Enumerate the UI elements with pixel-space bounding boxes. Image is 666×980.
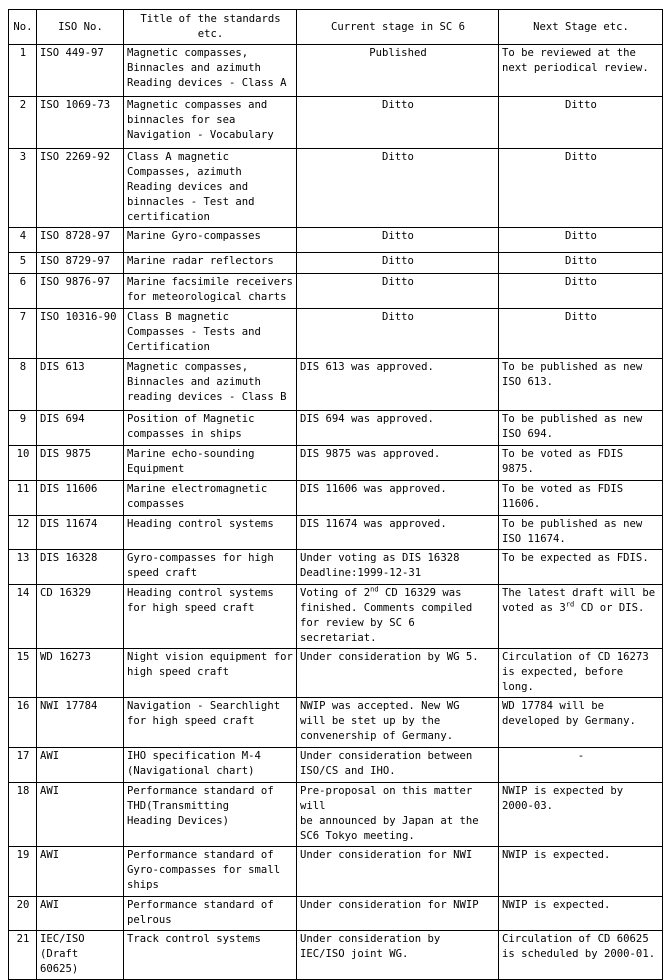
row-no: 18 <box>9 783 37 847</box>
row-next-stage: To be reviewed at the next periodical review. <box>499 45 663 97</box>
row-iso-no: AWI <box>37 783 124 847</box>
row-no: 14 <box>9 585 37 649</box>
header-no: No. <box>9 10 37 45</box>
table-row <box>9 45 663 97</box>
row-title: Navigation - Searchlight for high speed craft <box>124 698 297 748</box>
table-row <box>9 411 663 446</box>
row-title: Magnetic compasses, Binnacles and azimuth reading devices - Class B <box>124 359 297 411</box>
header-title: Title of the standards etc. <box>124 10 297 45</box>
table-row <box>9 97 663 149</box>
row-no: 19 <box>9 847 37 897</box>
row-no: 4 <box>9 228 37 253</box>
row-next-stage: To be published as new ISO 694. <box>499 411 663 446</box>
row-current-stage: Under voting as DIS 16328 Deadline:1999-12-31 <box>297 550 499 585</box>
row-iso-no: NWI 17784 <box>37 698 124 748</box>
row-title: Marine radar reflectors <box>124 253 297 274</box>
row-next-stage: To be voted as FDIS 11606. <box>499 481 663 516</box>
row-current-stage: Under consideration by WG 5. <box>297 649 499 698</box>
row-next-stage: Ditto <box>499 228 663 253</box>
table-row <box>9 274 663 309</box>
row-title: Performance standard of Gyro-compasses for small ships <box>124 847 297 897</box>
row-next-stage: To be published as new ISO 11674. <box>499 516 663 550</box>
header-iso-no: ISO No. <box>37 10 124 45</box>
table-row <box>9 516 663 550</box>
row-next-stage: Circulation of CD 16273 is expected, before long. <box>499 649 663 698</box>
row-no: 3 <box>9 149 37 228</box>
row-current-stage: Ditto <box>297 97 499 149</box>
row-title: Performance standard of pelrous <box>124 897 297 931</box>
row-current-stage: DIS 9875 was approved. <box>297 446 499 481</box>
row-next-stage: Circulation of CD 60625 is scheduled by 2000-01. <box>499 931 663 980</box>
row-title: Class B magnetic Compasses - Tests and Certification <box>124 309 297 359</box>
standards-table <box>8 9 663 980</box>
row-next-stage: Ditto <box>499 97 663 149</box>
row-no: 20 <box>9 897 37 931</box>
row-iso-no: DIS 613 <box>37 359 124 411</box>
row-next-stage: Ditto <box>499 309 663 359</box>
row-no: 10 <box>9 446 37 481</box>
row-no: 9 <box>9 411 37 446</box>
row-current-stage: DIS 11606 was approved. <box>297 481 499 516</box>
row-no: 13 <box>9 550 37 585</box>
row-iso-no: IEC/ISO (Draft 60625) <box>37 931 124 980</box>
row-no: 21 <box>9 931 37 980</box>
row-current-stage: Ditto <box>297 309 499 359</box>
table-row <box>9 748 663 783</box>
row-iso-no: ISO 1069-73 <box>37 97 124 149</box>
next-text-end: CD or DIS. <box>574 602 645 614</box>
row-title: Magnetic compasses, Binnacles and azimuth Reading devices - Class A <box>124 45 297 97</box>
row-next-stage: Ditto <box>499 253 663 274</box>
row-current-stage: Under consideration for NWI <box>297 847 499 897</box>
row-iso-no: DIS 9875 <box>37 446 124 481</box>
row-title: Class A magnetic Compasses, azimuth Reading devices and binnacles - Test and certification <box>124 149 297 228</box>
row-no: 12 <box>9 516 37 550</box>
row-current-stage: Published <box>297 45 499 97</box>
table-row <box>9 698 663 748</box>
row-iso-no: DIS 16328 <box>37 550 124 585</box>
row-no: 11 <box>9 481 37 516</box>
current-text-start: Voting of 2 <box>300 587 371 599</box>
table-row <box>9 253 663 274</box>
current-text-end: CD 16329 was finished. Comments compiled for review by SC 6 secretariat. <box>300 587 473 644</box>
row-no: 8 <box>9 359 37 411</box>
row-title: Marine facsimile receivers for meteorological charts <box>124 274 297 309</box>
row-next-stage: NWIP is expected by 2000-03. <box>499 783 663 847</box>
row-iso-no: ISO 9876-97 <box>37 274 124 309</box>
row-no: 2 <box>9 97 37 149</box>
table-row <box>9 359 663 411</box>
table-row <box>9 897 663 931</box>
table-row <box>9 847 663 897</box>
table-row <box>9 309 663 359</box>
row-current-stage: DIS 11674 was approved. <box>297 516 499 550</box>
row-title: Marine echo-sounding Equipment <box>124 446 297 481</box>
ordinal-suffix: rd <box>565 600 575 609</box>
row-title: Marine Gyro-compasses <box>124 228 297 253</box>
row-next-stage: To be expected as FDIS. <box>499 550 663 585</box>
row-iso-no: DIS 694 <box>37 411 124 446</box>
row-iso-no: CD 16329 <box>37 585 124 649</box>
row-title: Position of Magnetic compasses in ships <box>124 411 297 446</box>
row-no: 6 <box>9 274 37 309</box>
row-next-stage: To be published as new ISO 613. <box>499 359 663 411</box>
row-iso-no: ISO 10316-90 <box>37 309 124 359</box>
row-current-stage: Pre-proposal on this matter will be announced by Japan at the SC6 Tokyo meeting. <box>297 783 499 847</box>
row-current-stage: Ditto <box>297 228 499 253</box>
row-iso-no: ISO 449-97 <box>37 45 124 97</box>
ordinal-suffix: nd <box>370 585 379 594</box>
table-row <box>9 585 663 649</box>
row-current-stage: Ditto <box>297 149 499 228</box>
row-title: Track control systems <box>124 931 297 980</box>
row-current-stage: DIS 694 was approved. <box>297 411 499 446</box>
table-row <box>9 550 663 585</box>
row-title: Gyro-compasses for high speed craft <box>124 550 297 585</box>
row-current-stage <box>297 585 499 649</box>
row-iso-no: AWI <box>37 897 124 931</box>
header-row <box>9 10 663 45</box>
row-iso-no: DIS 11606 <box>37 481 124 516</box>
row-current-stage: Under consideration by IEC/ISO joint WG. <box>297 931 499 980</box>
row-iso-no: ISO 8729-97 <box>37 253 124 274</box>
row-no: 7 <box>9 309 37 359</box>
row-next-stage: - <box>499 748 663 783</box>
row-no: 1 <box>9 45 37 97</box>
header-next-stage: Next Stage etc. <box>499 10 663 45</box>
row-next-stage: To be voted as FDIS 9875. <box>499 446 663 481</box>
table-row <box>9 783 663 847</box>
row-title: IHO specification M-4 (Navigational chart) <box>124 748 297 783</box>
row-iso-no: ISO 8728-97 <box>37 228 124 253</box>
row-iso-no: DIS 11674 <box>37 516 124 550</box>
row-no: 17 <box>9 748 37 783</box>
row-iso-no: AWI <box>37 847 124 897</box>
row-next-stage: NWIP is expected. <box>499 847 663 897</box>
row-no: 15 <box>9 649 37 698</box>
table-row <box>9 649 663 698</box>
row-current-stage: Ditto <box>297 253 499 274</box>
row-next-stage: Ditto <box>499 149 663 228</box>
row-title: Night vision equipment for high speed craft <box>124 649 297 698</box>
row-next-stage <box>499 585 663 649</box>
row-current-stage: DIS 613 was approved. <box>297 359 499 411</box>
table-row <box>9 446 663 481</box>
row-next-stage: Ditto <box>499 274 663 309</box>
row-current-stage: Under consideration for NWIP <box>297 897 499 931</box>
row-no: 5 <box>9 253 37 274</box>
table-row <box>9 481 663 516</box>
row-iso-no: WD 16273 <box>37 649 124 698</box>
row-next-stage: WD 17784 will be developed by Germany. <box>499 698 663 748</box>
row-title: Heading control systems for high speed craft <box>124 585 297 649</box>
table-row <box>9 931 663 980</box>
row-title: Heading control systems <box>124 516 297 550</box>
row-iso-no: ISO 2269-92 <box>37 149 124 228</box>
next-text-start: The latest draft will be voted as 3 <box>502 587 656 614</box>
row-iso-no: AWI <box>37 748 124 783</box>
row-current-stage: Ditto <box>297 274 499 309</box>
row-no: 16 <box>9 698 37 748</box>
table-row <box>9 149 663 228</box>
row-title: Performance standard of THD(Transmitting Heading Devices) <box>124 783 297 847</box>
table-row <box>9 228 663 253</box>
row-current-stage: Under consideration between ISO/CS and IHO. <box>297 748 499 783</box>
row-title: Magnetic compasses and binnacles for sea Navigation - Vocabulary <box>124 97 297 149</box>
header-current-stage: Current stage in SC 6 <box>297 10 499 45</box>
row-current-stage: NWIP was accepted. New WG will be stet up by the convenership of Germany. <box>297 698 499 748</box>
row-title: Marine electromagnetic compasses <box>124 481 297 516</box>
row-next-stage: NWIP is expected. <box>499 897 663 931</box>
